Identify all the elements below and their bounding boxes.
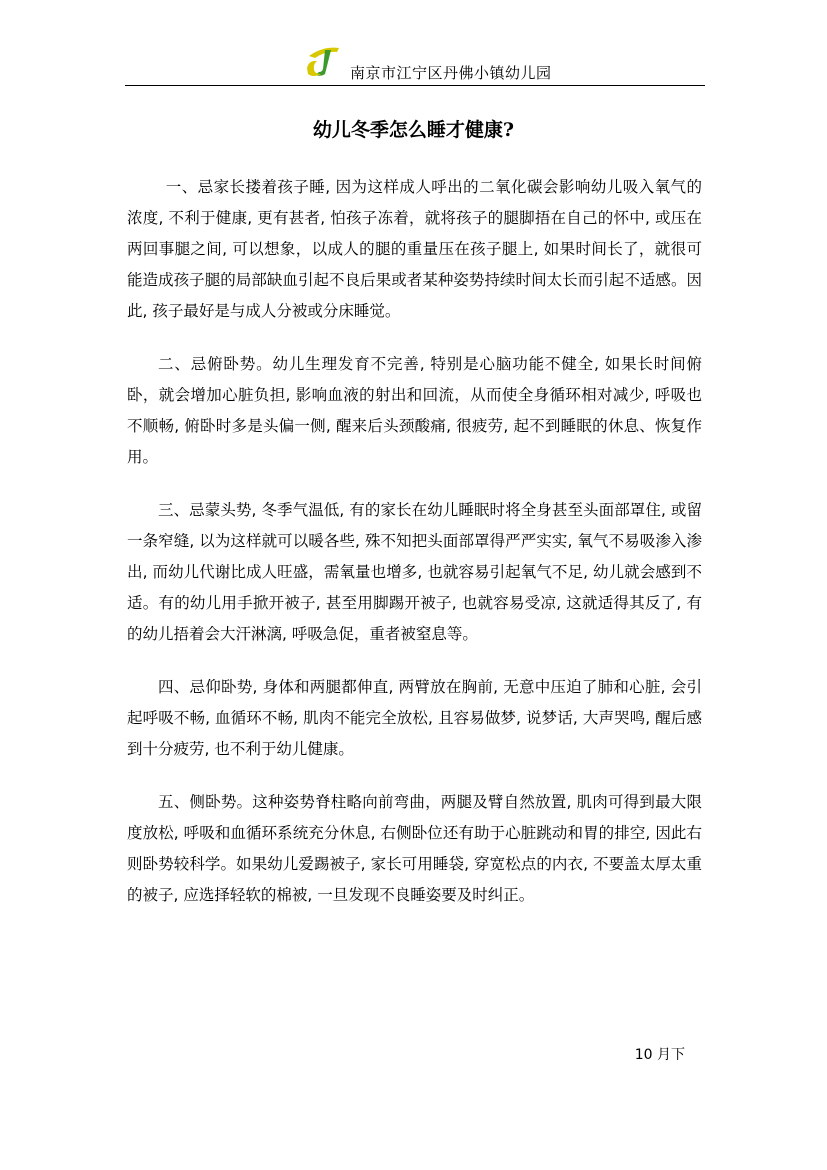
footer-date: 10 月下 [634, 1047, 685, 1063]
article-body [127, 172, 702, 933]
paragraph-1: 一、忌家长搂着孩子睡, 因为这样成人呼出的二氧化碳会影响幼儿吸入氧气的浓度, 不利于健康, 更有甚者, 怕孩子冻着，就将孩子的腿脚捂在自己的怀中, 或压在两回事腿之间, 可以想象，以成人的腿的重量压在孩子腿上, 如果时间长了，就很可能造成孩子腿的局部缺血引起不良后果或者某种姿势持续时间太长而引起不适感。因此, 孩子最好是与成人分被或分床睡觉。 [127, 178, 702, 320]
paragraph-4: 四、忌仰卧势, 身体和两腿都伸直, 两臂放在胸前, 无意中压迫了肺和心脏, 会引起呼吸不畅, 血循环不畅, 肌肉不能完全放松, 且容易做梦, 说梦话, 大声哭鸣, 醒后感到十分疲劳, 也不利于幼儿健康。 [127, 678, 702, 758]
page-header [125, 40, 705, 86]
header-divider [125, 85, 705, 86]
paragraph-2: 二、忌俯卧势。幼儿生理发育不完善, 特别是心脑功能不健全, 如果长时间俯卧，就会增加心脏负担, 影响血液的射出和回流，从而使全身循环相对减少, 呼吸也不顺畅, 俯卧时多是头偏一侧, 醒来后头颈酸痛, 很疲劳, 起不到睡眠的休息、恢复作用。 [127, 355, 702, 466]
paragraph-3: 三、忌蒙头势, 冬季气温低, 有的家长在幼儿睡眠时将全身甚至头面部罩住, 或留一条窄缝, 以为这样就可以暖各些, 殊不知把头面部罩得严严实实, 氧气不易吸渗入渗出, 而幼儿代谢比成人旺盛，需氧量也增多, 也就容易引起氧气不足, 幼儿就会感到不适。有的幼儿用手掀开被子, 甚至用脚踢开被子, 也就容易受凉, 这就适得其反了, 有的幼儿捂着会大汗淋漓, 呼吸急促，重者被窒息等。 [127, 501, 702, 643]
page-title: 幼儿冬季怎么睡才健康? [312, 119, 515, 141]
paragraph-5: 五、侧卧势。这种姿势脊柱略向前弯曲，两腿及臂自然放置, 肌肉可得到最大限度放松, 呼吸和血循环系统充分休息, 右侧卧位还有助于心脏跳动和胃的排空, 因此右则卧势较科学。如果幼儿爱踢被子, 家长可用睡袋, 穿宽松点的内衣, 不要盖太厚太重的被子, 应选择轻软的棉被, 一旦发现不良睡姿要及时纠正。 [127, 793, 702, 904]
kindergarten-logo-icon [305, 44, 341, 78]
school-name: 南京市江宁区丹佛小镇幼儿园 [350, 64, 552, 82]
